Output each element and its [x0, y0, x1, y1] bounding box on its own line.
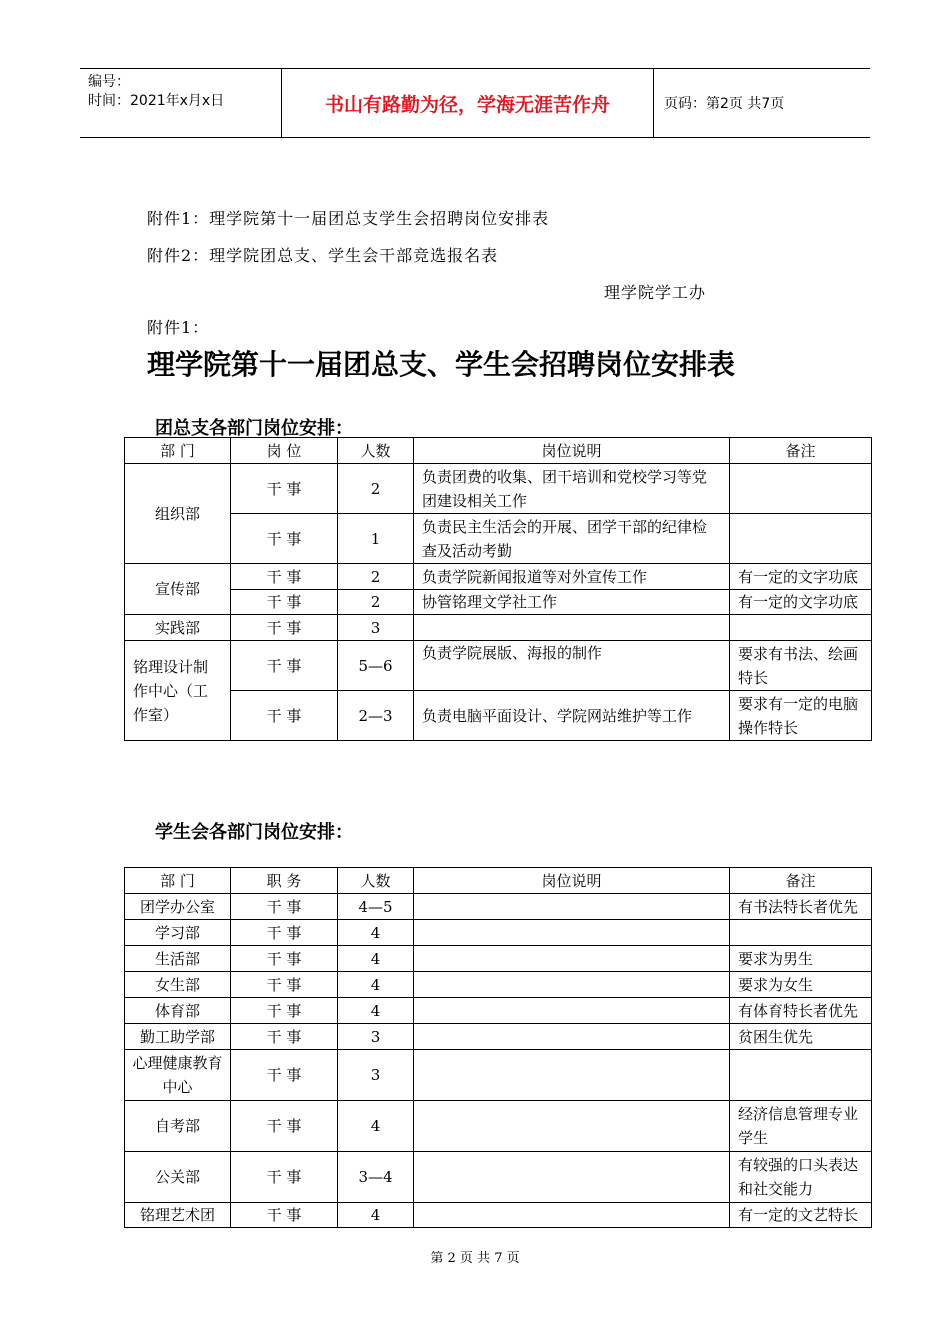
count-cell: 2	[338, 564, 414, 590]
note-cell: 有书法特长者优先	[730, 894, 872, 920]
desc-cell	[414, 1024, 730, 1050]
table-row	[125, 464, 872, 514]
dept-cell: 学习部	[125, 920, 231, 946]
post-cell: 干 事	[231, 1050, 338, 1101]
post-cell: 干 事	[231, 1152, 338, 1203]
count-cell: 3	[338, 1050, 414, 1101]
dept-cell: 勤工助学部	[125, 1024, 231, 1050]
desc-cell	[414, 920, 730, 946]
post-cell: 干 事	[231, 691, 338, 741]
page-title: 理学院第十一届团总支、学生会招聘岗位安排表	[147, 348, 736, 381]
union-heading: 学生会各部门岗位安排：	[155, 822, 353, 843]
count-cell: 2—3	[338, 691, 414, 741]
desc-cell: 负责学院展版、海报的制作	[414, 641, 730, 691]
note-cell: 贫困生优先	[730, 1024, 872, 1050]
table-row	[125, 894, 872, 920]
issuer: 理学院学工办	[604, 283, 707, 302]
post-cell: 干 事	[231, 972, 338, 998]
page-footer: 第 2 页 共 7 页	[430, 1251, 520, 1266]
table-row	[125, 920, 872, 946]
col-header: 职 务	[231, 868, 338, 894]
post-cell: 干 事	[231, 641, 338, 691]
col-header: 岗位说明	[414, 438, 730, 464]
table-row	[125, 615, 872, 641]
league-heading: 团总支各部门岗位安排：	[155, 418, 353, 439]
col-header: 备注	[730, 438, 872, 464]
desc-cell	[414, 1203, 730, 1228]
dept-cell: 心理健康教育中心	[125, 1050, 231, 1101]
table-row	[125, 691, 872, 741]
count-cell: 4	[338, 1203, 414, 1228]
table-header-row	[125, 868, 872, 894]
col-header: 部 门	[125, 438, 231, 464]
dept-cell: 公关部	[125, 1152, 231, 1203]
table-row	[125, 641, 872, 691]
page-header	[80, 68, 870, 138]
table-row	[125, 1050, 872, 1101]
desc-cell: 协管铭理文学社工作	[414, 590, 730, 615]
header-time: 时间：2021年x月x日	[88, 93, 225, 109]
table-row	[125, 998, 872, 1024]
league-table	[124, 437, 872, 741]
dept-cell: 团学办公室	[125, 894, 231, 920]
count-cell: 4	[338, 998, 414, 1024]
dept-cell: 生活部	[125, 946, 231, 972]
dept-cell: 实践部	[125, 615, 231, 641]
count-cell: 2	[338, 590, 414, 615]
table-row	[125, 514, 872, 564]
post-cell: 干 事	[231, 946, 338, 972]
desc-cell	[414, 972, 730, 998]
count-cell: 4	[338, 946, 414, 972]
header-meta	[80, 69, 282, 137]
col-header: 岗位说明	[414, 868, 730, 894]
desc-cell: 负责电脑平面设计、学院网站维护等工作	[414, 691, 730, 741]
dept-cell: 组织部	[125, 464, 231, 564]
attachment-line-2: 附件2：理学院团总支、学生会干部竞选报名表	[147, 246, 499, 265]
desc-cell	[414, 615, 730, 641]
dept-cell: 体育部	[125, 998, 231, 1024]
count-cell: 2	[338, 464, 414, 514]
dept-cell: 铭理设计制作中心（工作室）	[125, 641, 231, 741]
count-cell: 4	[338, 1101, 414, 1152]
count-cell: 4	[338, 972, 414, 998]
note-cell: 要求为男生	[730, 946, 872, 972]
table-row	[125, 946, 872, 972]
post-cell: 干 事	[231, 894, 338, 920]
attachment-label: 附件1：	[147, 318, 210, 337]
note-cell: 有体育特长者优先	[730, 998, 872, 1024]
union-table	[124, 867, 872, 1228]
post-cell: 干 事	[231, 1203, 338, 1228]
note-cell: 要求有一定的电脑操作特长	[730, 691, 872, 741]
desc-cell: 负责团费的收集、团干培训和党校学习等党团建设相关工作	[414, 464, 730, 514]
note-cell: 经济信息管理专业学生	[730, 1101, 872, 1152]
table-header-row	[125, 438, 872, 464]
desc-cell	[414, 1152, 730, 1203]
post-cell: 干 事	[231, 590, 338, 615]
post-cell: 干 事	[231, 615, 338, 641]
dept-cell: 自考部	[125, 1101, 231, 1152]
note-cell: 要求有书法、绘画特长	[730, 641, 872, 691]
header-page: 页码：第2页 共7页	[664, 96, 785, 112]
dept-cell: 女生部	[125, 972, 231, 998]
desc-cell	[414, 1050, 730, 1101]
post-cell: 干 事	[231, 464, 338, 514]
desc-cell	[414, 1101, 730, 1152]
note-cell	[730, 464, 872, 514]
post-cell: 干 事	[231, 514, 338, 564]
desc-cell: 负责民主生活会的开展、团学干部的纪律检查及活动考勤	[414, 514, 730, 564]
dept-cell: 宣传部	[125, 564, 231, 615]
post-cell: 干 事	[231, 1024, 338, 1050]
col-header: 部 门	[125, 868, 231, 894]
count-cell: 1	[338, 514, 414, 564]
post-cell: 干 事	[231, 998, 338, 1024]
note-cell: 有一定的文字功底	[730, 564, 872, 590]
attachment-line-1: 附件1：理学院第十一届团总支学生会招聘岗位安排表	[147, 209, 550, 228]
table-row	[125, 1152, 872, 1203]
count-cell: 5—6	[338, 641, 414, 691]
note-cell	[730, 514, 872, 564]
desc-cell	[414, 946, 730, 972]
table-row	[125, 972, 872, 998]
note-cell: 有较强的口头表达和社交能力	[730, 1152, 872, 1203]
table-row	[125, 590, 872, 615]
table-row	[125, 564, 872, 590]
col-header: 人数	[338, 868, 414, 894]
note-cell	[730, 1050, 872, 1101]
note-cell: 要求为女生	[730, 972, 872, 998]
col-header: 岗 位	[231, 438, 338, 464]
post-cell: 干 事	[231, 920, 338, 946]
table-row	[125, 1203, 872, 1228]
table-row	[125, 1024, 872, 1050]
header-number: 编号：	[88, 74, 130, 90]
count-cell: 4	[338, 920, 414, 946]
table-row	[125, 1101, 872, 1152]
note-cell	[730, 920, 872, 946]
desc-cell	[414, 894, 730, 920]
note-cell	[730, 615, 872, 641]
count-cell: 4—5	[338, 894, 414, 920]
count-cell: 3	[338, 615, 414, 641]
count-cell: 3	[338, 1024, 414, 1050]
count-cell: 3—4	[338, 1152, 414, 1203]
post-cell: 干 事	[231, 564, 338, 590]
col-header: 人数	[338, 438, 414, 464]
header-motto: 书山有路勤为径，学海无涯苦作舟	[282, 69, 654, 137]
dept-cell: 铭理艺术团	[125, 1203, 231, 1228]
note-cell: 有一定的文字功底	[730, 590, 872, 615]
desc-cell	[414, 998, 730, 1024]
note-cell: 有一定的文艺特长	[730, 1203, 872, 1228]
post-cell: 干 事	[231, 1101, 338, 1152]
col-header: 备注	[730, 868, 872, 894]
desc-cell: 负责学院新闻报道等对外宣传工作	[414, 564, 730, 590]
